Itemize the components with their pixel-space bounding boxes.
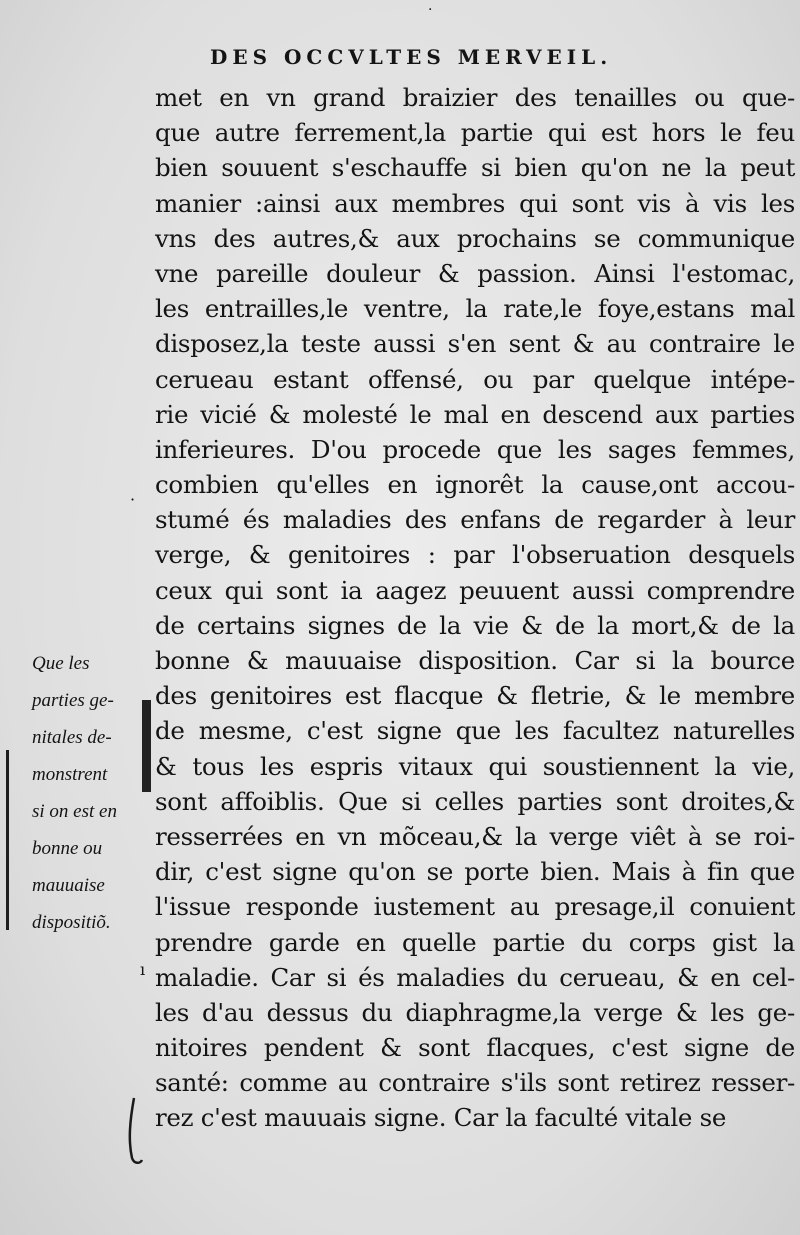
text-line: cerueau estant offensé, ou par quelque intépe- [155,364,795,394]
text-line: maladie. Car si és maladies du cerueau, & en cel- [155,962,795,992]
margin-note-line: dispositiõ. [32,912,111,933]
margin-note-line: si on est en [32,801,117,822]
text-line: met en vn grand braizier des tenailles ou que- [155,83,795,112]
text-line: sont affoiblis. Que si celles parties sont droites,& [155,786,795,816]
text-line: vns des autres,& aux prochains se communique [155,223,795,253]
text-line: verge, & genitoires : par l'obseruation desquels [155,540,795,570]
text-line: rie vicié & molesté le mal en descend aux parties [155,399,795,429]
margin-note-line: mauuaise [32,875,105,896]
text-line: de mesme, c'est signe que les facultez naturelles [155,716,795,746]
margin-note-line: bonne ou [32,838,103,859]
text-line: que autre ferrement,la partie qui est hors le feu [155,118,795,148]
text-line: nitoires pendent & sont flacques, c'est signe de [155,1033,795,1063]
text-line: les entrailles,le ventre, la rate,le foye,estans mal [155,294,795,324]
text-line: manier :ainsi aux membres qui sont vis à vis les [155,188,795,218]
body-text [155,80,795,1136]
text-line: l'issue responde iustement au presage,il conuient [155,892,795,922]
text-line: ceux qui sont ia aagez peuuent aussi comprendre [155,575,795,605]
text-line: dir, c'est signe qu'on se porte bien. Mais à fin que [155,857,795,887]
text-line: santé: comme au contraire s'ils sont retirez resser- [155,1068,795,1098]
text-line: combien qu'elles en ignorêt la cause,ont accou- [155,470,795,500]
text-line: disposez,la teste aussi s'en sent & au contraire le [155,329,795,359]
margin-bracket-line [6,750,9,930]
printer-mark: · [428,2,433,18]
text-line: de certains signes de la vie & de la mort,& de la [155,610,795,640]
text-line: inferieures. D'ou procede que les sages femmes, [155,434,795,464]
text-line: prendre garde en quelle partie du corps gist la [155,927,795,957]
text-line: stumé és maladies des enfans de regarder à leur [155,505,795,535]
margin-note [32,645,152,941]
text-line: des genitoires est flacque & fletrie, & le membre [155,681,795,711]
text-line: bonne & mauuaise disposition. Car si la bource [155,646,795,675]
margin-note-line: nitales de- [32,727,112,748]
margin-note-line: monstrent [32,764,108,785]
text-line: bien souuent s'eschauffe si bien qu'on ne la peut [155,153,795,183]
text-line: vne pareille douleur & passion. Ainsi l'estomac, [155,258,795,288]
margin-note-line: parties ge- [32,690,114,711]
running-head: DES OCCVLTES MERVEIL. [210,45,613,69]
margin-ink-bar [142,700,151,792]
text-line: & tous les espris vitaux qui soustiennent la vie, [155,751,795,781]
text-line: les d'au dessus du diaphragme,la verge & les ge- [155,997,795,1027]
ink-speck: · [130,490,136,509]
ink-speck: ı [140,960,146,979]
handwritten-mark [120,1090,160,1170]
text-line: resserrées en vn mõceau,& la verge viêt à se roi- [155,821,795,851]
text-line: rez c'est mauuais signe. Car la faculté vitale se [155,1103,727,1133]
margin-note-line: Que les [32,653,90,674]
